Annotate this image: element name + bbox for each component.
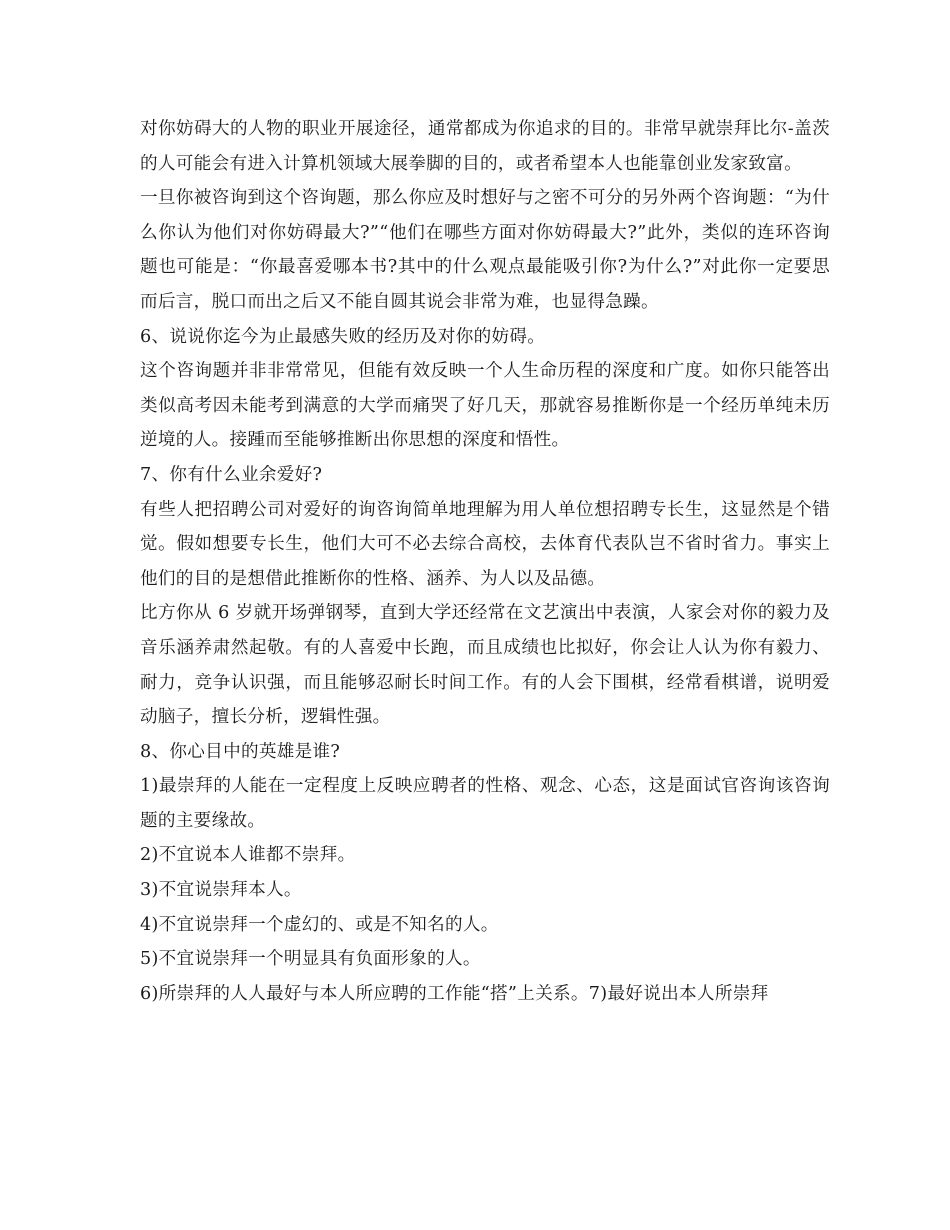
document-body bbox=[140, 112, 830, 1011]
list-item: 4)不宜说崇拜一个虚幻的、或是不知名的人。 bbox=[140, 914, 499, 935]
list-item: 6)所崇拜的人人最好与本人所应聘的工作能“搭”上关系。7)最好说出本人所崇拜 bbox=[140, 983, 769, 1004]
section-heading: 8、你心目中的英雄是谁? bbox=[140, 741, 341, 762]
paragraph: 对你妨碍大的人物的职业开展途径，通常都成为你追求的目的。非常早就崇拜比尔-盖茨的人可能会有进入计算机领域大展拳脚的目的，或者希望本人也能靠创业发家致富。 bbox=[140, 119, 830, 174]
paragraph: 比方你从 6 岁就开场弹钢琴，直到大学还经常在文艺演出中表演，人家会对你的毅力及音乐涵养肃然起敬。有的人喜爱中长跑，而且成绩也比拟好，你会让人认为你有毅力、耐力，竞争认识强，而且能够忍耐长时间工作。有的人会下围棋，经常看棋谱，说明爱动脑子，擅长分析，逻辑性强。 bbox=[140, 603, 830, 728]
list-item: 5)不宜说崇拜一个明显具有负面形象的人。 bbox=[140, 949, 481, 970]
section-heading: 7、你有什么业余爱好? bbox=[140, 464, 323, 485]
list-item: 3)不宜说崇拜本人。 bbox=[140, 880, 302, 901]
paragraph: 有些人把招聘公司对爱好的询咨询简单地理解为用人单位想招聘专长生，这显然是个错觉。假如想要专长生，他们大可不必去综合高校，去体育代表队岂不省时省力。事实上他们的目的是想借此推断你的性格、涵养、为人以及品德。 bbox=[140, 499, 830, 589]
paragraph: 这个咨询题并非非常常见，但能有效反映一个人生命历程的深度和广度。如你只能答出类似高考因未能考到满意的大学而痛哭了好几天，那就容易推断你是一个经历单纯未历逆境的人。接踵而至能够推断出你思想的深度和悟性。 bbox=[140, 361, 830, 451]
list-item: 2)不宜说本人谁都不崇拜。 bbox=[140, 845, 356, 866]
list-item: 1)最崇拜的人能在一定程度上反映应聘者的性格、观念、心态，这是面试官咨询该咨询题的主要缘故。 bbox=[140, 776, 830, 831]
paragraph: 一旦你被咨询到这个咨询题，那么你应及时想好与之密不可分的另外两个咨询题：“为什么你认为他们对你妨碍最大?”“他们在哪些方面对你妨碍最大?”此外，类似的连环咨询题也可能是：“你最喜爱哪本书?其中的什么观点最能吸引你?为什么?”对此你一定要思而后言，脱口而出之后又不能自圆其说会非常为难，也显得急躁。 bbox=[140, 188, 830, 312]
section-heading: 6、说说你迄今为止最感失败的经历及对你的妨碍。 bbox=[140, 326, 546, 347]
